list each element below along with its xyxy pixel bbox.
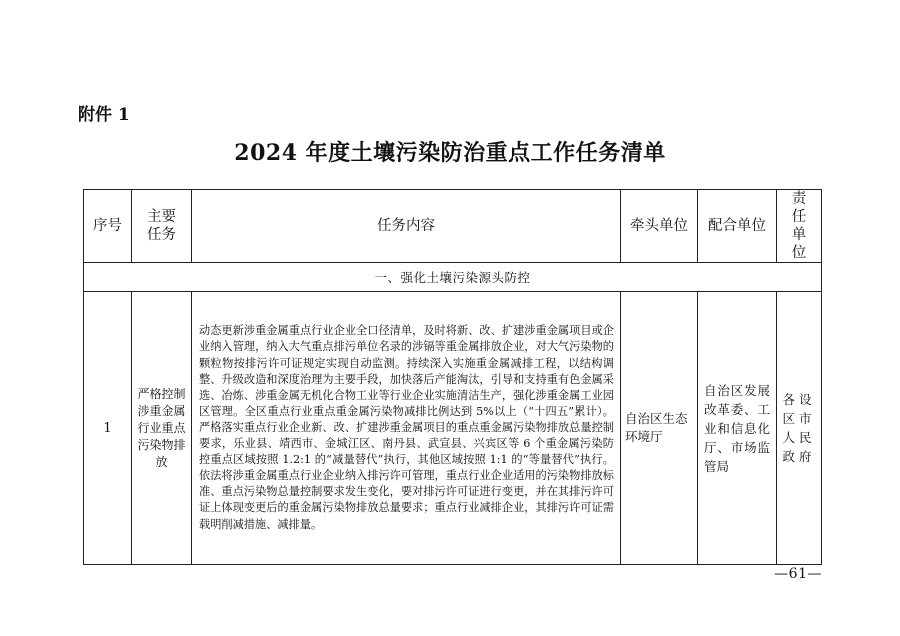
header-resp: 责任单位 <box>777 190 822 263</box>
row-content: 动态更新涉重金属重点行业企业全口径清单，及时将新、改、扩建涉重金属项目或企业纳入管理，纳入大气重点排污单位名录的涉镉等重金属排放企业，对大气污染物的颗粒物按排污许可证规定实现自动监测。持续深入实施重金属减排工程，以结构调整、升级改造和深度治理为主要手段，加快落后产能淘汰，引导和支持重有色金属采选、冶炼、涉重金属无机化合物工业等行业企业实施清洁生产，强化涉重金属工业园区管理。全区重点行业重点重金属污染物减排比例达到 5%以上（“十四五”累计）。严格落实重点行业企业新、改、扩建涉重金属项目的重点重金属污染物排放总量控制要求，乐业县、靖西市、金城江区、南丹县、武宣县、兴宾区等 6 个重金属污染防控重点区域按照 1.2:1 的“减量替代”执行，其他区域按照 1:1 的“等量替代”执行。依法将涉重金属重点行业企业纳入排污许可管理，重点行业企业适用的污染物排放标准、重点污染物总量控制要求发生变化，要对排污许可证进行变更，并在其排污许可证上体现变更后的重金属污染物排放总量要求；重点行业减排企业，其排污许可证需载明削减措施、减排量。 <box>192 292 621 565</box>
table-header-row <box>84 190 822 263</box>
section-title: 一、强化土壤污染源头防控 <box>84 263 822 292</box>
section-row <box>84 263 822 292</box>
header-content: 任务内容 <box>192 190 621 263</box>
attachment-label: 附件 1 <box>78 105 130 125</box>
row-resp: 各设区市人民政府 <box>777 292 822 565</box>
header-task: 主要任务 <box>132 190 192 263</box>
row-task: 严格控制涉重金属行业重点污染物排放 <box>132 292 192 565</box>
row-lead: 自治区生态环境厅 <box>621 292 698 565</box>
row-num: 1 <box>84 292 132 565</box>
header-lead: 牵头单位 <box>621 190 698 263</box>
task-table <box>83 189 822 565</box>
page-number: —61— <box>774 566 822 582</box>
row-coop: 自治区发展改革委、工业和信息化厅、市场监管局 <box>698 292 777 565</box>
table-row <box>84 292 822 565</box>
header-num: 序号 <box>84 190 132 263</box>
document-title: 2024 年度土壤污染防治重点工作任务清单 <box>234 140 666 166</box>
header-coop: 配合单位 <box>698 190 777 263</box>
